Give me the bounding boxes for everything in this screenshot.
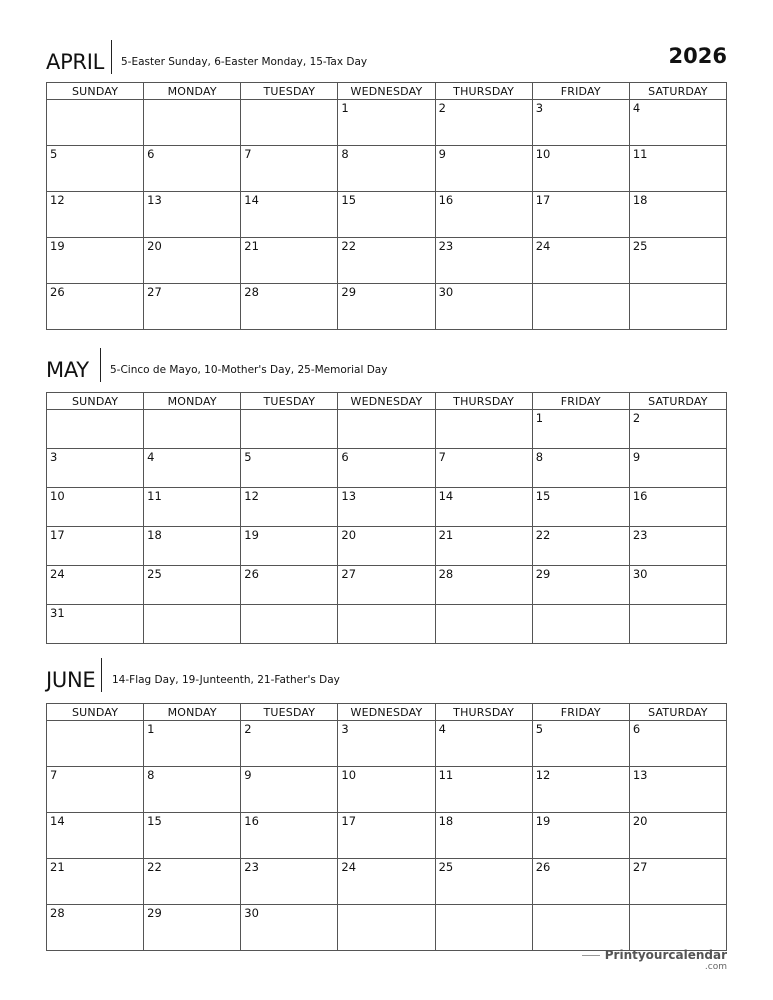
weekday-header: SATURDAY [629,83,726,100]
day-cell [629,192,726,238]
day-cell [241,488,338,527]
day-cell [338,449,435,488]
weekday-header: THURSDAY [435,704,532,721]
day-number: 7 [50,768,58,782]
day-number: 9 [438,147,446,161]
day-number [533,905,629,907]
day-number: 16 [438,193,454,207]
weekday-header: FRIDAY [532,83,629,100]
day-cell [241,813,338,859]
day-number: 24 [535,239,551,253]
day-cell [47,449,144,488]
calendar-grid [46,392,727,644]
day-cell [47,767,144,813]
day-cell [532,566,629,605]
day-cell [532,488,629,527]
week-row [47,767,727,813]
day-number: 27 [341,567,357,581]
day-number: 16 [632,489,648,503]
day-cell [241,192,338,238]
day-number [533,605,629,607]
day-number: 28 [50,906,65,920]
week-row [47,527,727,566]
holiday-list: 5-Easter Sunday, 6-Easter Monday, 15-Tax Day [121,56,368,68]
day-number [144,410,240,412]
day-cell [532,192,629,238]
weekday-header: MONDAY [144,393,241,410]
day-cell [629,410,726,449]
day-number: 25 [438,860,454,874]
week-row [47,192,727,238]
day-number: 24 [341,860,357,874]
day-cell [47,488,144,527]
day-number: 2 [438,101,446,115]
day-cell [532,605,629,644]
day-number [338,605,434,607]
day-number: 23 [244,860,259,874]
day-number: 25 [632,239,648,253]
day-number: 21 [50,860,65,874]
day-number: 20 [341,528,357,542]
week-row [47,566,727,605]
day-cell [629,859,726,905]
day-number [436,605,532,607]
logo-dash [582,955,600,956]
day-cell [144,488,241,527]
day-cell [435,488,532,527]
day-cell [435,813,532,859]
day-cell [241,605,338,644]
day-number: 26 [535,860,551,874]
month-header [46,658,727,692]
day-number: 28 [244,285,259,299]
day-number: 17 [341,814,357,828]
day-cell [629,527,726,566]
day-number [338,905,434,907]
day-number: 29 [147,906,162,920]
day-cell [47,859,144,905]
day-cell [47,605,144,644]
day-number: 25 [147,567,162,581]
logo-suffix: .com [704,962,727,972]
weekday-header: FRIDAY [532,704,629,721]
weekday-header: SATURDAY [629,704,726,721]
day-cell [435,284,532,330]
week-row [47,449,727,488]
day-cell [435,146,532,192]
day-cell [144,605,241,644]
day-cell [532,146,629,192]
day-number: 16 [244,814,259,828]
day-number: 8 [147,768,155,782]
day-cell [435,721,532,767]
calendar-grid [46,703,727,951]
weekday-header: TUESDAY [241,83,338,100]
day-cell [435,859,532,905]
day-cell [629,284,726,330]
day-cell [435,238,532,284]
month-name: MAY [46,358,89,382]
day-number: 20 [147,239,162,253]
day-number: 3 [341,722,349,736]
day-number: 30 [244,906,259,920]
day-cell [144,905,241,951]
month-june [46,658,727,920]
weekday-header-row [47,704,727,721]
day-cell [144,284,241,330]
day-number [144,605,240,607]
calendar-grid [46,82,727,330]
day-number [241,100,337,102]
day-cell [338,859,435,905]
day-cell [532,449,629,488]
day-number: 15 [147,814,162,828]
day-number: 22 [535,528,551,542]
day-cell [144,100,241,146]
day-number [144,100,240,102]
weekday-header: MONDAY [144,704,241,721]
week-row [47,721,727,767]
day-cell [144,566,241,605]
month-name: JUNE [46,668,96,692]
day-cell [144,410,241,449]
day-number: 27 [147,285,162,299]
weekday-header: MONDAY [144,83,241,100]
day-number: 20 [632,814,648,828]
day-cell [144,192,241,238]
day-cell [532,767,629,813]
day-number: 22 [341,239,357,253]
day-number: 21 [244,239,259,253]
day-cell [435,100,532,146]
day-cell [241,146,338,192]
weekday-header: SUNDAY [47,393,144,410]
week-row [47,100,727,146]
day-cell [532,859,629,905]
day-cell [241,284,338,330]
day-cell [629,767,726,813]
day-number: 29 [341,285,357,299]
day-cell [338,146,435,192]
day-number: 21 [438,528,454,542]
day-number: 27 [632,860,648,874]
day-number: 18 [147,528,162,542]
day-number: 1 [341,101,349,115]
weekday-header: WEDNESDAY [338,393,435,410]
day-cell [241,527,338,566]
day-cell [241,721,338,767]
day-number: 10 [535,147,551,161]
day-number [241,605,337,607]
day-cell [338,488,435,527]
day-number: 19 [535,814,551,828]
day-number: 1 [535,411,544,425]
day-cell [47,527,144,566]
day-number: 4 [147,450,155,464]
day-number: 30 [438,285,454,299]
day-number: 12 [50,193,65,207]
weekday-header-row [47,393,727,410]
day-number: 31 [50,606,65,620]
day-cell [532,905,629,951]
day-number: 29 [535,567,551,581]
weekday-header: WEDNESDAY [338,704,435,721]
day-cell [241,410,338,449]
month-may [46,348,727,620]
day-number: 15 [535,489,551,503]
day-cell [241,566,338,605]
day-cell [47,146,144,192]
day-cell [532,284,629,330]
day-cell [629,605,726,644]
day-cell [338,100,435,146]
day-number: 13 [147,193,162,207]
day-number: 3 [50,450,58,464]
day-number [630,905,726,907]
day-cell [435,192,532,238]
day-cell [338,813,435,859]
day-cell [629,146,726,192]
day-number: 11 [147,489,162,503]
week-row [47,605,727,644]
day-number: 26 [50,285,65,299]
day-number: 10 [341,768,357,782]
day-number: 15 [341,193,357,207]
day-cell [532,100,629,146]
day-number: 26 [244,567,259,581]
calendar-body [47,410,727,644]
week-row [47,813,727,859]
weekday-header: SATURDAY [629,393,726,410]
week-row [47,859,727,905]
week-row [47,905,727,951]
header-divider [101,658,102,692]
day-cell [435,905,532,951]
day-number: 23 [438,239,454,253]
day-cell [629,100,726,146]
week-row [47,410,727,449]
day-number: 7 [244,147,252,161]
month-header [46,40,727,74]
week-row [47,488,727,527]
day-cell [338,721,435,767]
calendar-body [47,721,727,951]
day-cell [47,284,144,330]
month-header [46,348,727,382]
day-cell [144,146,241,192]
header-divider [100,348,101,382]
day-cell [629,238,726,284]
day-number [47,721,143,723]
day-number: 18 [438,814,454,828]
day-cell [338,905,435,951]
day-cell [338,605,435,644]
day-cell [47,192,144,238]
day-cell [338,192,435,238]
day-cell [435,527,532,566]
day-number: 13 [341,489,357,503]
day-number: 14 [244,193,259,207]
holiday-list: 14-Flag Day, 19-Junteenth, 21-Father's Day [112,674,340,686]
day-number: 12 [535,768,551,782]
day-number [47,410,143,412]
day-cell [241,905,338,951]
day-number [241,410,337,412]
day-number: 3 [535,101,544,115]
day-number: 28 [438,567,454,581]
day-cell [338,527,435,566]
day-number: 23 [632,528,648,542]
month-april [46,40,727,299]
day-number: 8 [341,147,349,161]
weekday-header: THURSDAY [435,83,532,100]
day-cell [532,410,629,449]
day-cell [47,905,144,951]
day-number: 2 [632,411,641,425]
day-cell [629,449,726,488]
day-cell [338,284,435,330]
day-number: 19 [244,528,259,542]
day-cell [144,859,241,905]
day-cell [47,410,144,449]
day-cell [144,527,241,566]
day-cell [532,813,629,859]
day-cell [241,767,338,813]
logo-brand-text: Printyourcalendar [604,948,727,962]
holiday-list: 5-Cinco de Mayo, 10-Mother's Day, 25-Memorial Day [110,364,388,376]
day-number: 18 [632,193,648,207]
day-cell [241,238,338,284]
day-number: 11 [438,768,454,782]
day-cell [629,566,726,605]
day-number: 7 [438,450,446,464]
header-divider [111,40,112,74]
weekday-header: SUNDAY [47,704,144,721]
day-number: 6 [341,450,349,464]
day-number: 5 [50,147,58,161]
day-cell [144,449,241,488]
day-cell [338,566,435,605]
day-number: 6 [632,722,641,736]
day-number: 9 [632,450,641,464]
week-row [47,284,727,330]
weekday-header: THURSDAY [435,393,532,410]
day-number: 17 [50,528,65,542]
day-cell [435,605,532,644]
day-number: 14 [438,489,454,503]
weekday-header: TUESDAY [241,704,338,721]
day-cell [144,767,241,813]
day-cell [338,410,435,449]
weekday-header: SUNDAY [47,83,144,100]
weekday-header: FRIDAY [532,393,629,410]
day-number: 10 [50,489,65,503]
day-number: 24 [50,567,65,581]
day-cell [338,238,435,284]
year-label: 2026 [668,44,727,68]
day-cell [47,813,144,859]
day-cell [629,721,726,767]
day-cell [47,566,144,605]
day-number [338,410,434,412]
day-cell [629,813,726,859]
day-cell [629,488,726,527]
day-number [533,284,629,286]
day-number [630,605,726,607]
day-number: 30 [632,567,648,581]
weekday-header-row [47,83,727,100]
day-number: 9 [244,768,252,782]
day-cell [532,238,629,284]
day-cell [241,859,338,905]
day-number: 5 [244,450,252,464]
day-number: 14 [50,814,65,828]
day-cell [435,449,532,488]
month-name: APRIL [46,50,105,74]
day-cell [532,721,629,767]
day-cell [435,566,532,605]
week-row [47,146,727,192]
day-number [47,100,143,102]
day-number: 17 [535,193,551,207]
day-cell [144,813,241,859]
day-cell [629,905,726,951]
day-cell [241,449,338,488]
day-number: 22 [147,860,162,874]
day-cell [47,238,144,284]
day-number: 5 [535,722,544,736]
week-row [47,238,727,284]
day-number: 13 [632,768,648,782]
day-number: 12 [244,489,259,503]
day-cell [144,721,241,767]
day-number: 11 [632,147,648,161]
weekday-header: WEDNESDAY [338,83,435,100]
day-number [436,410,532,412]
day-number: 6 [147,147,155,161]
day-cell [47,100,144,146]
day-number: 4 [438,722,446,736]
weekday-header: TUESDAY [241,393,338,410]
day-number [630,284,726,286]
day-number [436,905,532,907]
day-cell [435,410,532,449]
day-cell [338,767,435,813]
brand-logo [582,948,727,972]
day-cell [47,721,144,767]
day-cell [241,100,338,146]
day-number: 4 [632,101,641,115]
day-number: 8 [535,450,544,464]
day-number: 1 [147,722,155,736]
day-number: 19 [50,239,65,253]
day-cell [435,767,532,813]
day-cell [144,238,241,284]
day-cell [532,527,629,566]
day-number: 2 [244,722,252,736]
calendar-body [47,100,727,330]
